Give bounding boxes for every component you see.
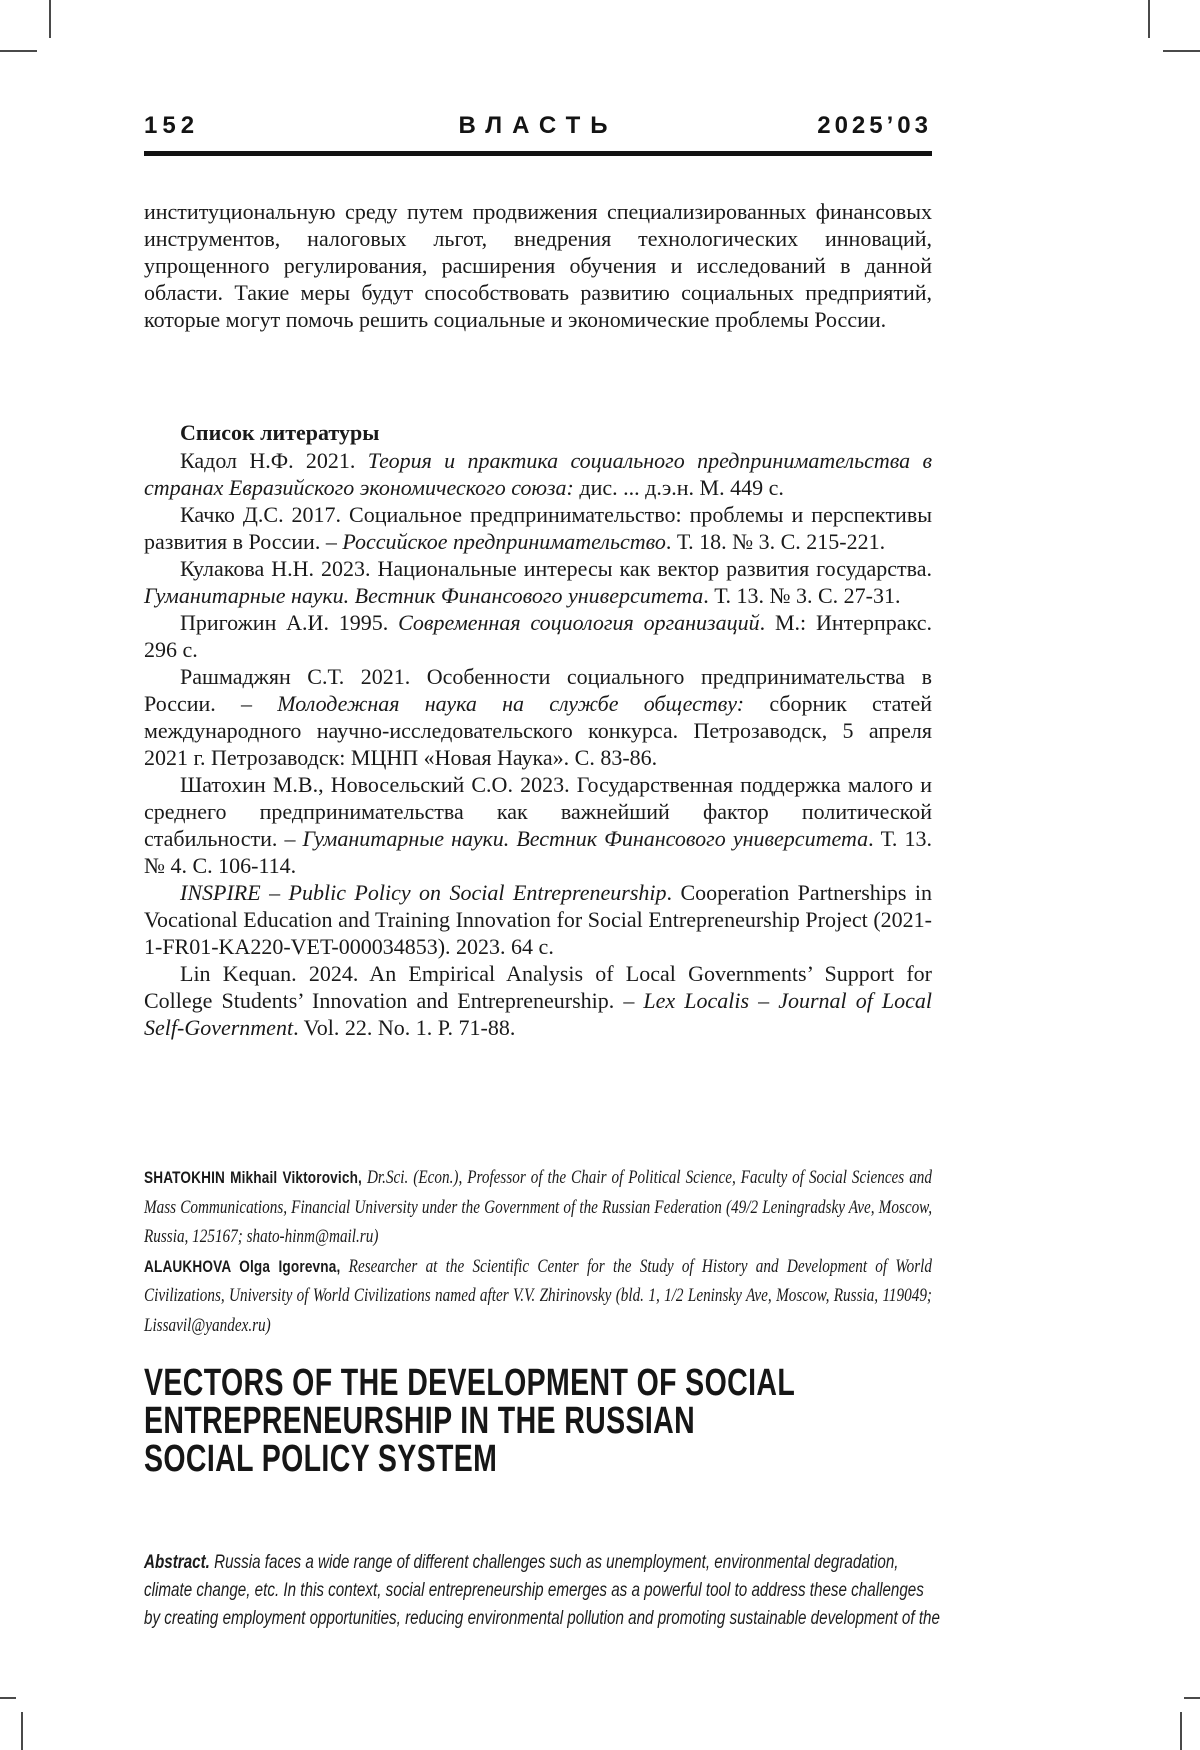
running-head — [144, 112, 932, 140]
reference-source-italic: Современная социология организаций — [398, 610, 760, 635]
reference-text: . Т. 13. № 3. С. 27-31. — [703, 583, 901, 608]
reference-item — [144, 609, 932, 663]
author-details: Researcher at the Scientific Center for the Study of History and Development of World Civilizations, University of World Civilizations named after V.V. Zhirinovsky (bld. 1, 1/2 Leninsky Ave, Moscow, Russia, 119049; Lissavil@yandex.ru) — [144, 1255, 933, 1336]
reference-text: Lin Kequan. 2024. An Empirical Analysis of Local Governments’ Support for College Students’ Innovation and Entrepreneurship. – — [144, 961, 932, 1013]
reference-item — [144, 663, 932, 771]
reference-item — [144, 447, 932, 501]
reference-text: Качко Д.С. 2017. Социальное предпринимательство: проблемы и перспективы развития в России. – — [144, 502, 932, 554]
author-entry — [144, 1252, 932, 1341]
reference-text: . Vol. 22. No. 1. P. 71-88. — [293, 1015, 516, 1040]
crop-mark-bottom-left-vertical — [21, 1712, 23, 1750]
body-paragraph: институциональную среду путем продвижения специализированных финансовых инструментов, налоговых льгот, внедрения технологических инноваций, упрощенного регулирования, расширения обучения и исследований в данной области. Такие меры будут способствовать развитию социальных предприятий, которые могут помочь решить социальные и экономические проблемы России. — [144, 199, 932, 332]
reference-item — [144, 501, 932, 555]
reference-source-italic: Гуманитарные науки. Вестник Финансового университета — [144, 583, 704, 608]
reference-text: Кадол Н.Ф. 2021. — [180, 448, 368, 473]
reference-text: дис. ... д.э.н. М. 449 с. — [579, 475, 784, 500]
reference-source-italic: Российское предпринимательство — [342, 529, 666, 554]
reference-text: . Т. 18. № 3. С. 215-221. — [665, 529, 886, 554]
page-number: 152 — [144, 112, 200, 139]
reference-text: . М.: Интерпракс. 296 с. — [144, 610, 932, 662]
article-title: VECTORS OF THE DEVELOPMENT OF SOCIAL ENTREPRENEURSHIP IN THE RUSSIAN SOCIAL POLICY SYSTEM — [144, 1362, 796, 1480]
reference-source-italic: INSPIRE – Public Policy on Social Entrepreneurship — [180, 880, 667, 905]
author-name: SHATOKHIN Mikhail Viktorovich, — [144, 1168, 362, 1187]
crop-mark-top-right-horizontal — [1163, 50, 1200, 52]
reference-text: Шатохин М.В., Новосельский С.О. 2023. Государственная поддержка малого и среднего предпринимательства как важнейший фактор политической стабильности. – — [144, 772, 932, 851]
reference-source-italic: Теория и практика социального предпринимательства в странах Евразийского экономического союза: — [144, 448, 932, 500]
reference-text: Пригожин А.И. 1995. — [180, 610, 399, 635]
references-heading: Список литературы — [180, 420, 380, 445]
author-details: Dr.Sci. (Econ.), Professor of the Chair of Political Science, Faculty of Social Sciences and Mass Communications, Financial University under the Government of the Russian Federation (49/2 Leningradsky Ave, Moscow, Russia, 125167; shato-hinm@mail.ru) — [144, 1167, 933, 1247]
crop-mark-bottom-left-horizontal — [0, 1697, 16, 1699]
reference-item — [144, 555, 932, 609]
reference-text: Рашмаджян С.Т. 2021. Особенности социального предпринимательства в России. – — [144, 664, 932, 716]
crop-mark-top-right-vertical — [1148, 0, 1150, 38]
reference-text: Кулакова Н.Н. 2023. Национальные интересы как вектор развития государства. — [180, 556, 932, 581]
reference-source-italic: Молодежная наука на службе обществу: — [277, 691, 770, 716]
header-rule — [144, 151, 932, 156]
references-list — [144, 447, 932, 1041]
authors-block — [144, 1163, 932, 1340]
reference-text: . Т. 13. № 4. С. 106-114. — [144, 826, 932, 878]
crop-mark-bottom-right-horizontal — [1184, 1697, 1200, 1699]
crop-mark-top-left-horizontal — [0, 50, 37, 52]
reference-text: сборник статей международного научно-исследовательского конкурса. Петрозаводск, 5 апреля 2021 г. Петрозаводск: МЦНП «Новая Наука». С. 83-86. — [144, 691, 932, 770]
abstract-label: Abstract. — [144, 1552, 210, 1573]
crop-mark-bottom-right-vertical — [1180, 1712, 1182, 1750]
reference-item — [144, 879, 932, 960]
reference-text: . Cooperation Partnerships in Vocational Education and Training Innovation for Social Entrepreneurship Project (2021-1-FR01-KA220-VET-000034853). 2023. 64 с. — [144, 880, 932, 959]
reference-item — [144, 960, 932, 1041]
issue-number: 2025’03 — [817, 112, 932, 139]
abstract — [144, 1521, 1024, 1633]
crop-mark-top-left-vertical — [49, 0, 51, 38]
reference-source-italic: Гуманитарные науки. Вестник Финансового университета — [302, 826, 869, 851]
author-entry — [144, 1163, 932, 1252]
abstract-text: Russia faces a wide range of different challenges such as unemployment, environmental degradation, climate change, etc. In this context, social entrepreneurship emerges as a powerful tool to address these challenges by creating employment opportunities, reducing environmental pollution and promoting sustainable development of the — [144, 1552, 940, 1629]
author-name: ALAUKHOVA Olga Igorevna, — [144, 1256, 341, 1276]
journal-title: ВЛАСТЬ — [458, 112, 618, 139]
reference-item — [144, 771, 932, 879]
reference-source-italic: Lex Localis – Journal of Local Self-Government — [144, 988, 932, 1040]
